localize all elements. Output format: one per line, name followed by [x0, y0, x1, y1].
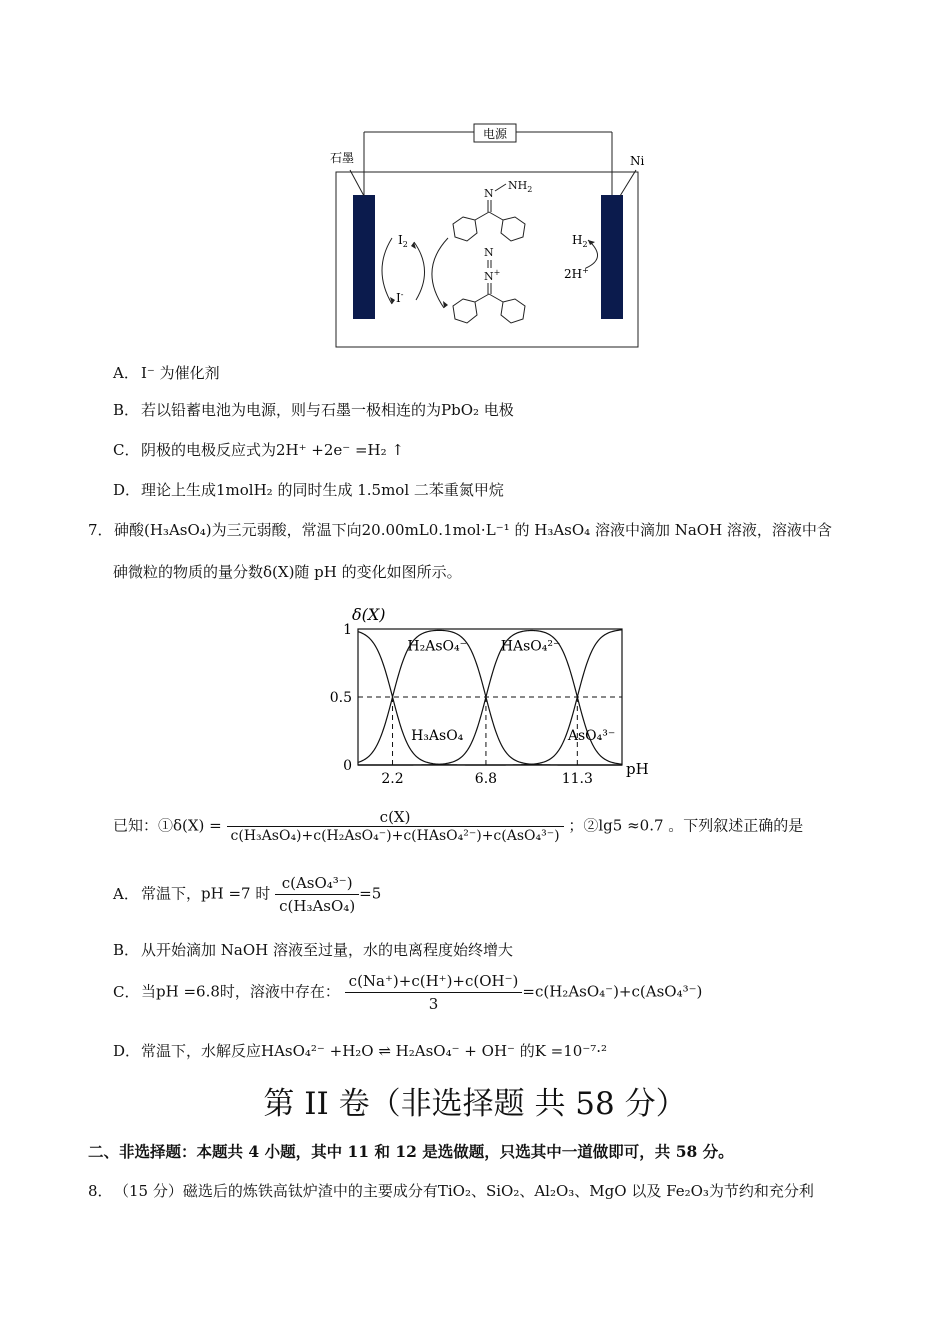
- diazo-molecule: [453, 246, 525, 323]
- q7-number: 7．: [88, 521, 113, 539]
- delta-fraction: $\frac{c(X)}{\text{c(H₃AsO₄)+c(H₂AsO₄⁻)+c(HAsO₄²⁻)+c(AsO₄³⁻)}}$: [227, 808, 564, 845]
- electrolysis-cell-diagram: [320, 120, 650, 352]
- series-label: HAsO₄²⁻: [500, 638, 561, 655]
- left-cycle-arrow-down: [382, 238, 392, 304]
- part2-heading: 二、非选择题：本题共 4 小题，其中 11 和 12 是选做题，只选其中一道做即可，共 58 分。: [88, 1142, 734, 1161]
- q6-option-d: D．理论上生成1molH₂ 的同时生成 1.5mol 二苯重氮甲烷: [113, 481, 504, 499]
- proton-label: 2H+: [564, 266, 589, 281]
- q7-option-c: C． 当pH =6.8时，溶液中存在： $\frac{c(Na^+)+c(H^+)+c(OH^-)}{3}$ =c(H₂AsO₄⁻)+c(AsO₄³⁻): [113, 972, 703, 1013]
- y-tick-label: 1: [343, 622, 352, 638]
- q6-option-c: C． 阴极的电极反应式为2H⁺ +2e⁻ =H₂ ↑: [113, 441, 404, 459]
- y-tick-label: 0.5: [329, 690, 352, 706]
- x-tick-label: 2.2: [381, 771, 404, 787]
- iodide-label: I-: [396, 290, 404, 305]
- series-line: [358, 632, 622, 765]
- series-label: AsO₄³⁻: [567, 728, 616, 745]
- svg-text:N: N: [484, 187, 494, 200]
- section-title: 第 II 卷（非选择题 共 58 分）: [263, 1086, 687, 1122]
- x-tick-label: 6.8: [474, 771, 498, 787]
- q7-known: 已知：①δ(X) = $\frac{c(X)}{\text{c(H₃AsO₄)+c(H₂AsO₄⁻)+c(HAsO₄²⁻)+c(AsO₄³⁻)}}$ ；②lg5 ≈0.7 。下列叙述正确的是: [113, 808, 804, 844]
- hydrogen-label: $H_2$: [572, 233, 588, 249]
- series-line: [358, 631, 622, 765]
- svg-text:N+: N+: [484, 268, 501, 283]
- q6-option-b: B． 若以铅蓄电池为电源，则与石墨一极相连的为PbO₂ 电极: [113, 401, 514, 419]
- series-line: [358, 630, 622, 765]
- q7-stem-line2: 砷微粒的物质的量分数δ(X)随 pH 的变化如图所示。: [113, 563, 462, 581]
- series-label: H₃AsO₄: [411, 728, 464, 745]
- q7-stem-line1: 7．砷酸(H₃AsO₄)为三元弱酸，常温下向20.00mL0.1mol⋅L⁻¹ 的 H₃AsO₄ 溶液中滴加 NaOH 溶液，溶液中含: [88, 521, 832, 539]
- power-source-label: 电源: [482, 127, 508, 141]
- ratio-fraction: $\frac{\text{c(AsO₄³⁻)}}{\text{c(H₃AsO₄)}}$: [275, 872, 359, 917]
- graphite-label: 石墨: [330, 151, 355, 165]
- q7-option-a: A． 常温下，pH =7 时 $\frac{\text{c(AsO₄³⁻)}}{\text{c(H₃AsO₄)}}$ =5: [113, 874, 382, 915]
- series-label: H₂AsO₄⁻: [407, 638, 468, 655]
- svg-text:NH2: $NH_2$: [508, 179, 533, 194]
- x-axis-label: pH: [626, 760, 649, 778]
- nickel-electrode: [601, 195, 623, 319]
- charge-balance-fraction: $\frac{c(Na^+)+c(H^+)+c(OH^-)}{3}$: [345, 970, 523, 1015]
- graphite-electrode: [353, 195, 375, 319]
- hydrazone-molecule: [453, 179, 532, 241]
- svg-text:N: N: [484, 246, 494, 259]
- left-cycle-arrow-up: [414, 242, 425, 300]
- right-cycle-arrow: [586, 240, 598, 268]
- x-tick-label: 11.3: [561, 771, 593, 787]
- q7-option-d: D．常温下，水解反应HAsO₄²⁻ +H₂O ⇌ H₂AsO₄⁻ + OH⁻ 的K =10⁻⁷·²: [113, 1042, 608, 1060]
- q8-line: 8．（15 分）磁选后的炼铁高钛炉渣中的主要成分有TiO₂、SiO₂、Al₂O₃、MgO 以及 Fe₂O₃为节约和充分利: [88, 1182, 814, 1200]
- iodine-label: $I_2$: [398, 233, 408, 249]
- nickel-label: Ni: [630, 154, 645, 168]
- q8-number: 8．: [88, 1182, 113, 1200]
- y-axis-label: δ(X): [352, 605, 386, 624]
- molecule-cycle-arrow: [432, 238, 448, 308]
- q6-option-a: A． I⁻ 为催化剂: [113, 364, 220, 382]
- species-distribution-chart: [320, 600, 660, 795]
- y-tick-label: 0: [343, 758, 352, 774]
- q7-option-b: B． 从开始滴加 NaOH 溶液至过量，水的电离程度始终增大: [113, 941, 513, 959]
